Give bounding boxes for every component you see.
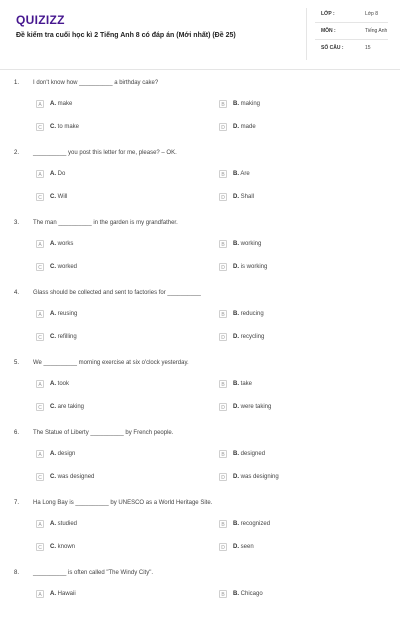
option-checkbox[interactable]: D [219,193,227,201]
option-letter: A. [50,311,56,317]
answer-option[interactable] [219,333,369,343]
question-item [0,570,400,640]
option-text: Will [57,194,68,200]
option-letter: A. [50,591,56,597]
option-letter: B. [233,381,239,387]
meta-value: Lớp 8 [365,11,379,17]
question-number: 4. [14,290,20,296]
answer-option[interactable] [219,450,369,460]
answer-option[interactable] [36,333,186,343]
meta-label: LỚP : [321,11,335,17]
option-checkbox[interactable]: C [36,403,44,411]
answer-option[interactable] [219,473,369,483]
meta-row-class [315,8,388,23]
answer-option[interactable] [219,403,369,413]
meta-label: SỐ CÂU : [321,45,344,51]
option-letter: A. [50,381,56,387]
question-text: The Statue of Liberty __________ by French people. [33,430,174,436]
option-label [233,124,256,130]
option-letter: B. [233,171,239,177]
answer-option[interactable] [36,123,186,133]
option-label [50,241,73,247]
option-text: worked [57,264,78,270]
option-checkbox[interactable]: A [36,240,44,248]
option-label [50,521,77,527]
answer-option[interactable] [36,240,186,250]
option-letter: D. [233,474,239,480]
answer-option[interactable] [219,170,369,180]
option-letter: C. [50,404,56,410]
option-letter: C. [50,544,56,550]
meta-value: Tiếng Anh [365,28,388,34]
option-label [233,241,261,247]
answer-option[interactable] [36,100,186,110]
option-checkbox[interactable]: D [219,333,227,341]
option-letter: A. [50,101,56,107]
question-item [0,430,400,500]
option-checkbox[interactable]: B [219,450,227,458]
option-text: are taking [57,404,85,410]
option-text: Hawaii [57,591,76,597]
option-letter: B. [233,521,239,527]
option-letter: D. [233,124,239,130]
option-label [233,311,264,317]
question-item [0,220,400,290]
answer-option[interactable] [219,590,369,600]
answer-option[interactable] [219,380,369,390]
answer-option[interactable] [219,263,369,273]
quizizz-logo: QUIZIZZ [16,13,65,27]
header-divider [0,69,400,70]
answer-option[interactable] [36,543,186,553]
question-text: Glass should be collected and sent to factories for __________ [33,290,201,296]
question-item [0,150,400,220]
worksheet-header [0,0,400,66]
answer-option[interactable] [36,520,186,530]
question-number: 3. [14,220,20,226]
option-letter: B. [233,101,239,107]
question-item [0,80,400,150]
option-checkbox[interactable]: D [219,263,227,271]
option-text: were taking [240,404,272,410]
option-letter: D. [233,194,239,200]
meta-row-subject [315,25,388,40]
option-text: to make [57,124,80,130]
question-number: 1. [14,80,20,86]
option-letter: B. [233,591,239,597]
option-checkbox[interactable]: A [36,520,44,528]
option-checkbox[interactable]: D [219,543,227,551]
option-checkbox[interactable]: C [36,123,44,131]
option-label [233,544,254,550]
option-label [50,474,94,480]
option-letter: A. [50,521,56,527]
option-text: recognized [240,521,271,527]
answer-option[interactable] [36,473,186,483]
option-label [50,381,69,387]
answer-option[interactable] [36,310,186,320]
option-label [233,264,267,270]
option-checkbox[interactable]: A [36,100,44,108]
option-text: Chicago [240,591,263,597]
question-number: 8. [14,570,20,576]
option-label [50,404,84,410]
answer-option[interactable] [36,450,186,460]
question-number: 2. [14,150,20,156]
option-label [233,404,271,410]
option-checkbox[interactable]: B [219,240,227,248]
option-text: was designing [240,474,279,480]
option-text: Do [57,171,66,177]
option-label [50,544,75,550]
option-letter: B. [233,311,239,317]
worksheet-title: Đề kiểm tra cuối học kì 2 Tiếng Anh 8 có đáp án (Mới nhất) (Đề 25) [16,32,236,39]
question-item [0,360,400,430]
option-text: refilling [57,334,77,340]
option-text: make [57,101,73,107]
meta-row-count [315,42,388,56]
option-text: was designed [57,474,95,480]
option-checkbox[interactable]: B [219,520,227,528]
worksheet-meta [306,8,388,60]
meta-value: 15 [365,45,371,51]
answer-option[interactable] [36,193,186,203]
option-text: made [240,124,256,130]
answer-option[interactable] [36,403,186,413]
option-text: Are [240,171,250,177]
option-label [233,334,264,340]
option-text: working [240,241,262,247]
option-label [50,311,77,317]
option-checkbox[interactable]: B [219,380,227,388]
option-letter: A. [50,451,56,457]
option-label [233,381,252,387]
option-checkbox[interactable]: B [219,170,227,178]
option-label [50,591,76,597]
option-letter: D. [233,544,239,550]
option-text: designed [240,451,266,457]
option-letter: B. [233,241,239,247]
option-letter: C. [50,264,56,270]
option-checkbox[interactable]: B [219,590,227,598]
option-label [50,264,77,270]
option-text: is working [240,264,268,270]
option-text: seen [240,544,254,550]
option-checkbox[interactable]: C [36,333,44,341]
option-checkbox[interactable]: D [219,403,227,411]
option-label [233,101,260,107]
option-text: took [57,381,70,387]
answer-option[interactable] [36,263,186,273]
option-text: making [240,101,261,107]
option-label [50,124,79,130]
question-text: __________ you post this letter for me, please? – OK. [33,150,177,156]
question-number: 5. [14,360,20,366]
option-text: works [57,241,74,247]
option-text: design [57,451,76,457]
option-label [50,194,67,200]
option-text: take [240,381,253,387]
answer-option[interactable] [219,310,369,320]
option-text: reducing [240,311,264,317]
option-letter: D. [233,264,239,270]
answer-option[interactable] [219,100,369,110]
option-checkbox[interactable]: A [36,450,44,458]
option-label [233,451,265,457]
option-text: reusing [57,311,78,317]
option-label [50,451,75,457]
option-label [233,194,254,200]
option-checkbox[interactable]: A [36,590,44,598]
option-letter: D. [233,334,239,340]
question-item [0,290,400,360]
option-checkbox[interactable]: D [219,123,227,131]
option-checkbox[interactable]: A [36,170,44,178]
option-checkbox[interactable]: C [36,193,44,201]
answer-option[interactable] [36,380,186,390]
question-text: Ha Long Bay is __________ by UNESCO as a World Heritage Site. [33,500,213,506]
answer-option[interactable] [219,193,369,203]
option-text: known [57,544,76,550]
option-checkbox[interactable]: A [36,310,44,318]
question-text: I don't know how __________ a birthday cake? [33,80,159,86]
option-label [233,591,263,597]
option-checkbox[interactable]: D [219,473,227,481]
question-item [0,500,400,570]
question-text: The man __________ in the garden is my grandfather. [33,220,178,226]
answer-option[interactable] [36,590,186,600]
option-text: studied [57,521,78,527]
option-letter: D. [233,404,239,410]
option-letter: A. [50,171,56,177]
option-letter: A. [50,241,56,247]
option-letter: C. [50,334,56,340]
question-text: We __________ morning exercise at six o'clock yesterday. [33,360,189,366]
option-checkbox[interactable]: B [219,310,227,318]
option-label [233,521,270,527]
option-letter: C. [50,194,56,200]
option-checkbox[interactable]: A [36,380,44,388]
option-label [50,171,65,177]
meta-label: MÔN : [321,28,336,34]
answer-option[interactable] [219,240,369,250]
option-checkbox[interactable]: C [36,263,44,271]
option-checkbox[interactable]: C [36,543,44,551]
answer-option[interactable] [219,123,369,133]
answer-option[interactable] [219,520,369,530]
option-label [50,101,72,107]
option-checkbox[interactable]: B [219,100,227,108]
option-letter: B. [233,451,239,457]
question-number: 6. [14,430,20,436]
option-label [233,474,279,480]
question-number: 7. [14,500,20,506]
option-text: recycling [240,334,265,340]
option-label [233,171,250,177]
answer-option[interactable] [36,170,186,180]
option-label [50,334,77,340]
option-checkbox[interactable]: C [36,473,44,481]
answer-option[interactable] [219,543,369,553]
question-text: __________ is often called "The Windy City". [33,570,153,576]
option-letter: C. [50,474,56,480]
option-letter: C. [50,124,56,130]
option-text: Shall [240,194,255,200]
